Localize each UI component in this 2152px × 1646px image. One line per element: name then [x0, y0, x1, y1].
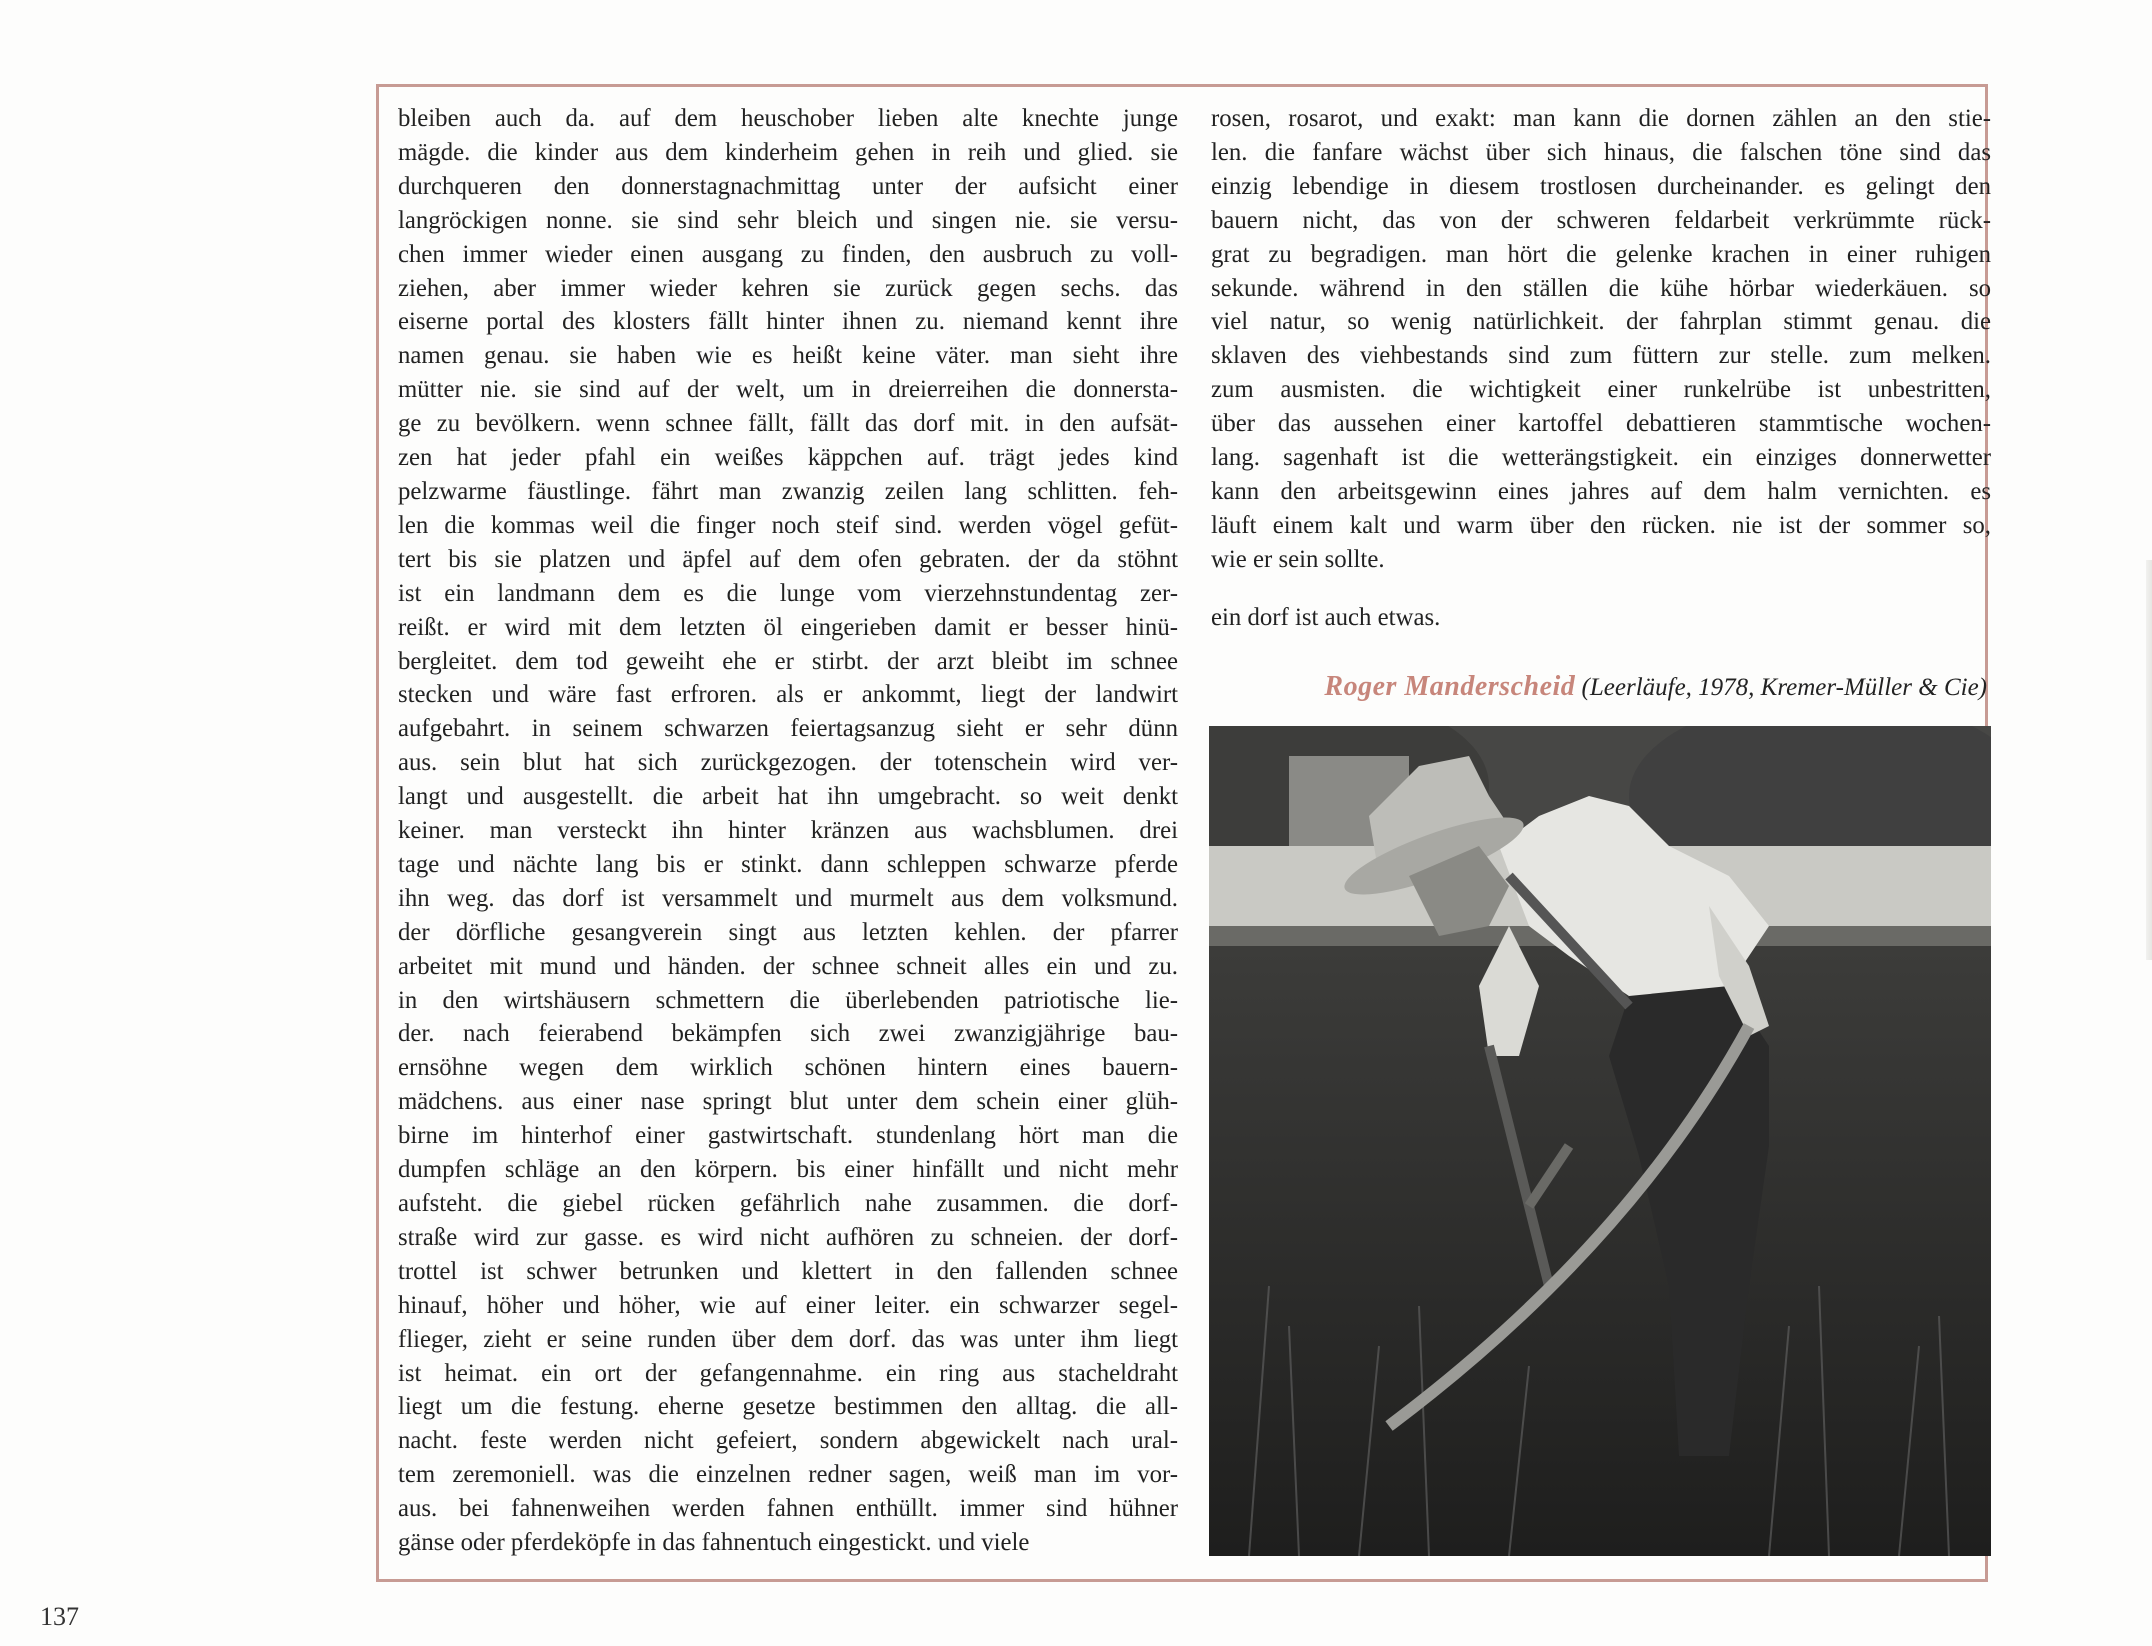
text-line: dumpfen schläge an den körpern. bis einer hinfällt und nicht mehr [398, 1156, 1178, 1184]
text-line: ziehen, aber immer wieder kehren sie zurück gegen sechs. das [398, 274, 1178, 302]
text-line: pelzwarme fäustlinge. fährt man zwanzig zeilen lang schlitten. feh- [398, 477, 1178, 505]
text-line: kann den arbeitsgewinn eines jahres auf dem halm vernichten. es [1211, 477, 1991, 505]
text-line: gänse oder pferdeköpfe in das fahnentuch eingestickt. und viele [398, 1529, 1030, 1557]
scan-edge [2146, 560, 2152, 960]
text-line: mädchens. aus einer nase springt blut unter dem schein einer glüh- [398, 1088, 1178, 1116]
text-line: aus. bei fahnenweihen werden fahnen enthüllt. immer sind hühner [398, 1495, 1178, 1523]
text-line: sekunde. während in den ställen die kühe hörbar wiederkäuen. so [1211, 274, 1991, 302]
text-line: durchqueren den donnerstagnachmittag unter der aufsicht einer [398, 172, 1178, 200]
text-line: len die kommas weil die finger noch steif sind. werden vögel gefüt- [398, 511, 1178, 539]
text-line: rosen, rosarot, und exakt: man kann die dornen zählen an den stie- [1211, 105, 1991, 132]
text-line: zen hat jeder pfahl ein weißes käppchen auf. trägt jedes kind [398, 444, 1178, 472]
text-line: viel natur, so wenig natürlichkeit. der fahrplan stimmt genau. die [1211, 308, 1991, 336]
text-line: ernsöhne wegen dem wirklich schönen hintern eines bauern- [398, 1054, 1178, 1082]
author-credit [1211, 670, 1987, 705]
text-line: zum ausmisten. die wichtigkeit einer runkelrübe ist unbestritten, [1211, 376, 1991, 404]
text-line: namen genau. sie haben wie es heißt keine väter. man sieht ihre [398, 342, 1178, 370]
right-column-paragraph [1211, 102, 1991, 577]
page-number: 137 [40, 1602, 79, 1631]
text-line: stecken und wäre fast erfroren. als er ankommt, liegt der landwirt [398, 681, 1178, 709]
text-line: läuft einem kalt und warm über den rücken. nie ist der sommer so, [1211, 511, 1991, 539]
text-line: mägde. die kinder aus dem kinderheim gehen in reih und glied. sie [398, 138, 1178, 166]
text-line: aus. sein blut hat sich zurückgezogen. der totenschein wird ver- [398, 749, 1178, 777]
source-citation: (Leerläufe, 1978, Kremer-Müller & Cie) [1581, 674, 1987, 701]
farmer-scythe-illustration [1209, 726, 1991, 1556]
text-line: keiner. man versteckt ihn hinter kränzen aus wachsblumen. drei [398, 817, 1178, 845]
text-line: mütter nie. sie sind auf der welt, um in dreierreihen die donnersta- [398, 376, 1178, 404]
text-line: arbeitet mit mund und händen. der schnee schneit alles ein und zu. [398, 952, 1178, 980]
text-line: aufgebahrt. in seinem schwarzen feiertagsanzug sieht er sehr dünn [398, 715, 1178, 743]
text-line: sklaven des viehbestands sind zum füttern zur stelle. zum melken. [1211, 342, 1991, 370]
text-line: liegt um die festung. eherne gesetze bestimmen den alltag. die all- [398, 1393, 1178, 1421]
text-line: flieger, zieht er seine runden über dem dorf. das was unter ihm liegt [398, 1325, 1178, 1353]
text-line: der. nach feierabend bekämpfen sich zwei zwanzigjährige bau- [398, 1020, 1178, 1048]
author-name: Roger Manderscheid [1324, 671, 1576, 702]
text-line: reißt. er wird mit dem letzten öl eingerieben damit er besser hinü- [398, 613, 1178, 641]
text-line: lang. sagenhaft ist die wetterängstigkeit. ein einziges donnerwetter [1211, 444, 1991, 472]
text-line: in den wirtshäusern schmettern die überlebenden patriotische lie- [398, 986, 1178, 1014]
left-text-column [398, 102, 1178, 1560]
text-line: ist ein landmann dem es die lunge vom vierzehnstundentag zer- [398, 579, 1178, 607]
text-line: birne im hinterhof einer gastwirtschaft. stundenlang hört man die [398, 1122, 1178, 1150]
text-line: einzig lebendige in diesem trostlosen durcheinander. es gelingt den [1211, 172, 1991, 200]
text-line: wie er sein sollte. [1211, 545, 1385, 573]
text-line: der dörfliche gesangverein singt aus letzten kehlen. der pfarrer [398, 918, 1178, 946]
text-line: eiserne portal des klosters fällt hinter ihnen zu. niemand kennt ihre [398, 308, 1178, 336]
left-column-paragraph [398, 102, 1178, 1560]
text-line: tert bis sie platzen und äpfel auf dem ofen gebraten. der da stöhnt [398, 545, 1178, 573]
text-line: grat zu begradigen. man hört die gelenke krachen in einer ruhigen [1211, 240, 1991, 268]
text-line: aufsteht. die giebel rücken gefährlich nahe zusammen. die dorf- [398, 1190, 1178, 1217]
text-line: straße wird zur gasse. es wird nicht aufhören zu schneien. der dorf- [398, 1223, 1178, 1251]
farmer-photo [1209, 726, 1991, 1556]
text-line: len. die fanfare wächst über sich hinaus, die falschen töne sind das [1211, 138, 1991, 166]
text-line: bleiben auch da. auf dem heuschober lieben alte knechte junge [398, 105, 1178, 132]
text-line: langt und ausgestellt. die arbeit hat ihn umgebracht. so weit denkt [398, 783, 1178, 811]
text-line: tage und nächte lang bis er stinkt. dann schleppen schwarze pferde [398, 850, 1178, 878]
closing-line: ein dorf ist auch etwas. [1211, 604, 1441, 631]
text-line: über das aussehen einer kartoffel debattieren stammtische wochen- [1211, 410, 1991, 438]
text-line: langröckigen nonne. sie sind sehr bleich und singen nie. sie versu- [398, 206, 1178, 234]
text-line: hinauf, höher und höher, wie auf einer leiter. ein schwarzer segel- [398, 1291, 1178, 1319]
text-line: ge zu bevölkern. wenn schnee fällt, fällt das dorf mit. in den aufsät- [398, 410, 1178, 438]
text-line: chen immer wieder einen ausgang zu finden, den ausbruch zu voll- [398, 240, 1178, 268]
text-line: trottel ist schwer betrunken und klettert in den fallenden schnee [398, 1257, 1178, 1285]
text-line: ihn weg. das dorf ist versammelt und murmelt aus dem volksmund. [398, 884, 1178, 912]
text-line: tem zeremoniell. was die einzelnen redner sagen, weiß man im vor- [398, 1461, 1178, 1489]
text-line: nacht. feste werden nicht gefeiert, sondern abgewickelt nach ural- [398, 1427, 1178, 1455]
text-line: bauern nicht, das von der schweren feldarbeit verkrümmte rück- [1211, 206, 1991, 234]
right-text-column [1211, 102, 1991, 577]
text-line: ist heimat. ein ort der gefangennahme. ein ring aus stacheldraht [398, 1359, 1178, 1387]
text-line: bergleitet. dem tod geweiht ehe er stirbt. der arzt bleibt im schnee [398, 647, 1178, 675]
